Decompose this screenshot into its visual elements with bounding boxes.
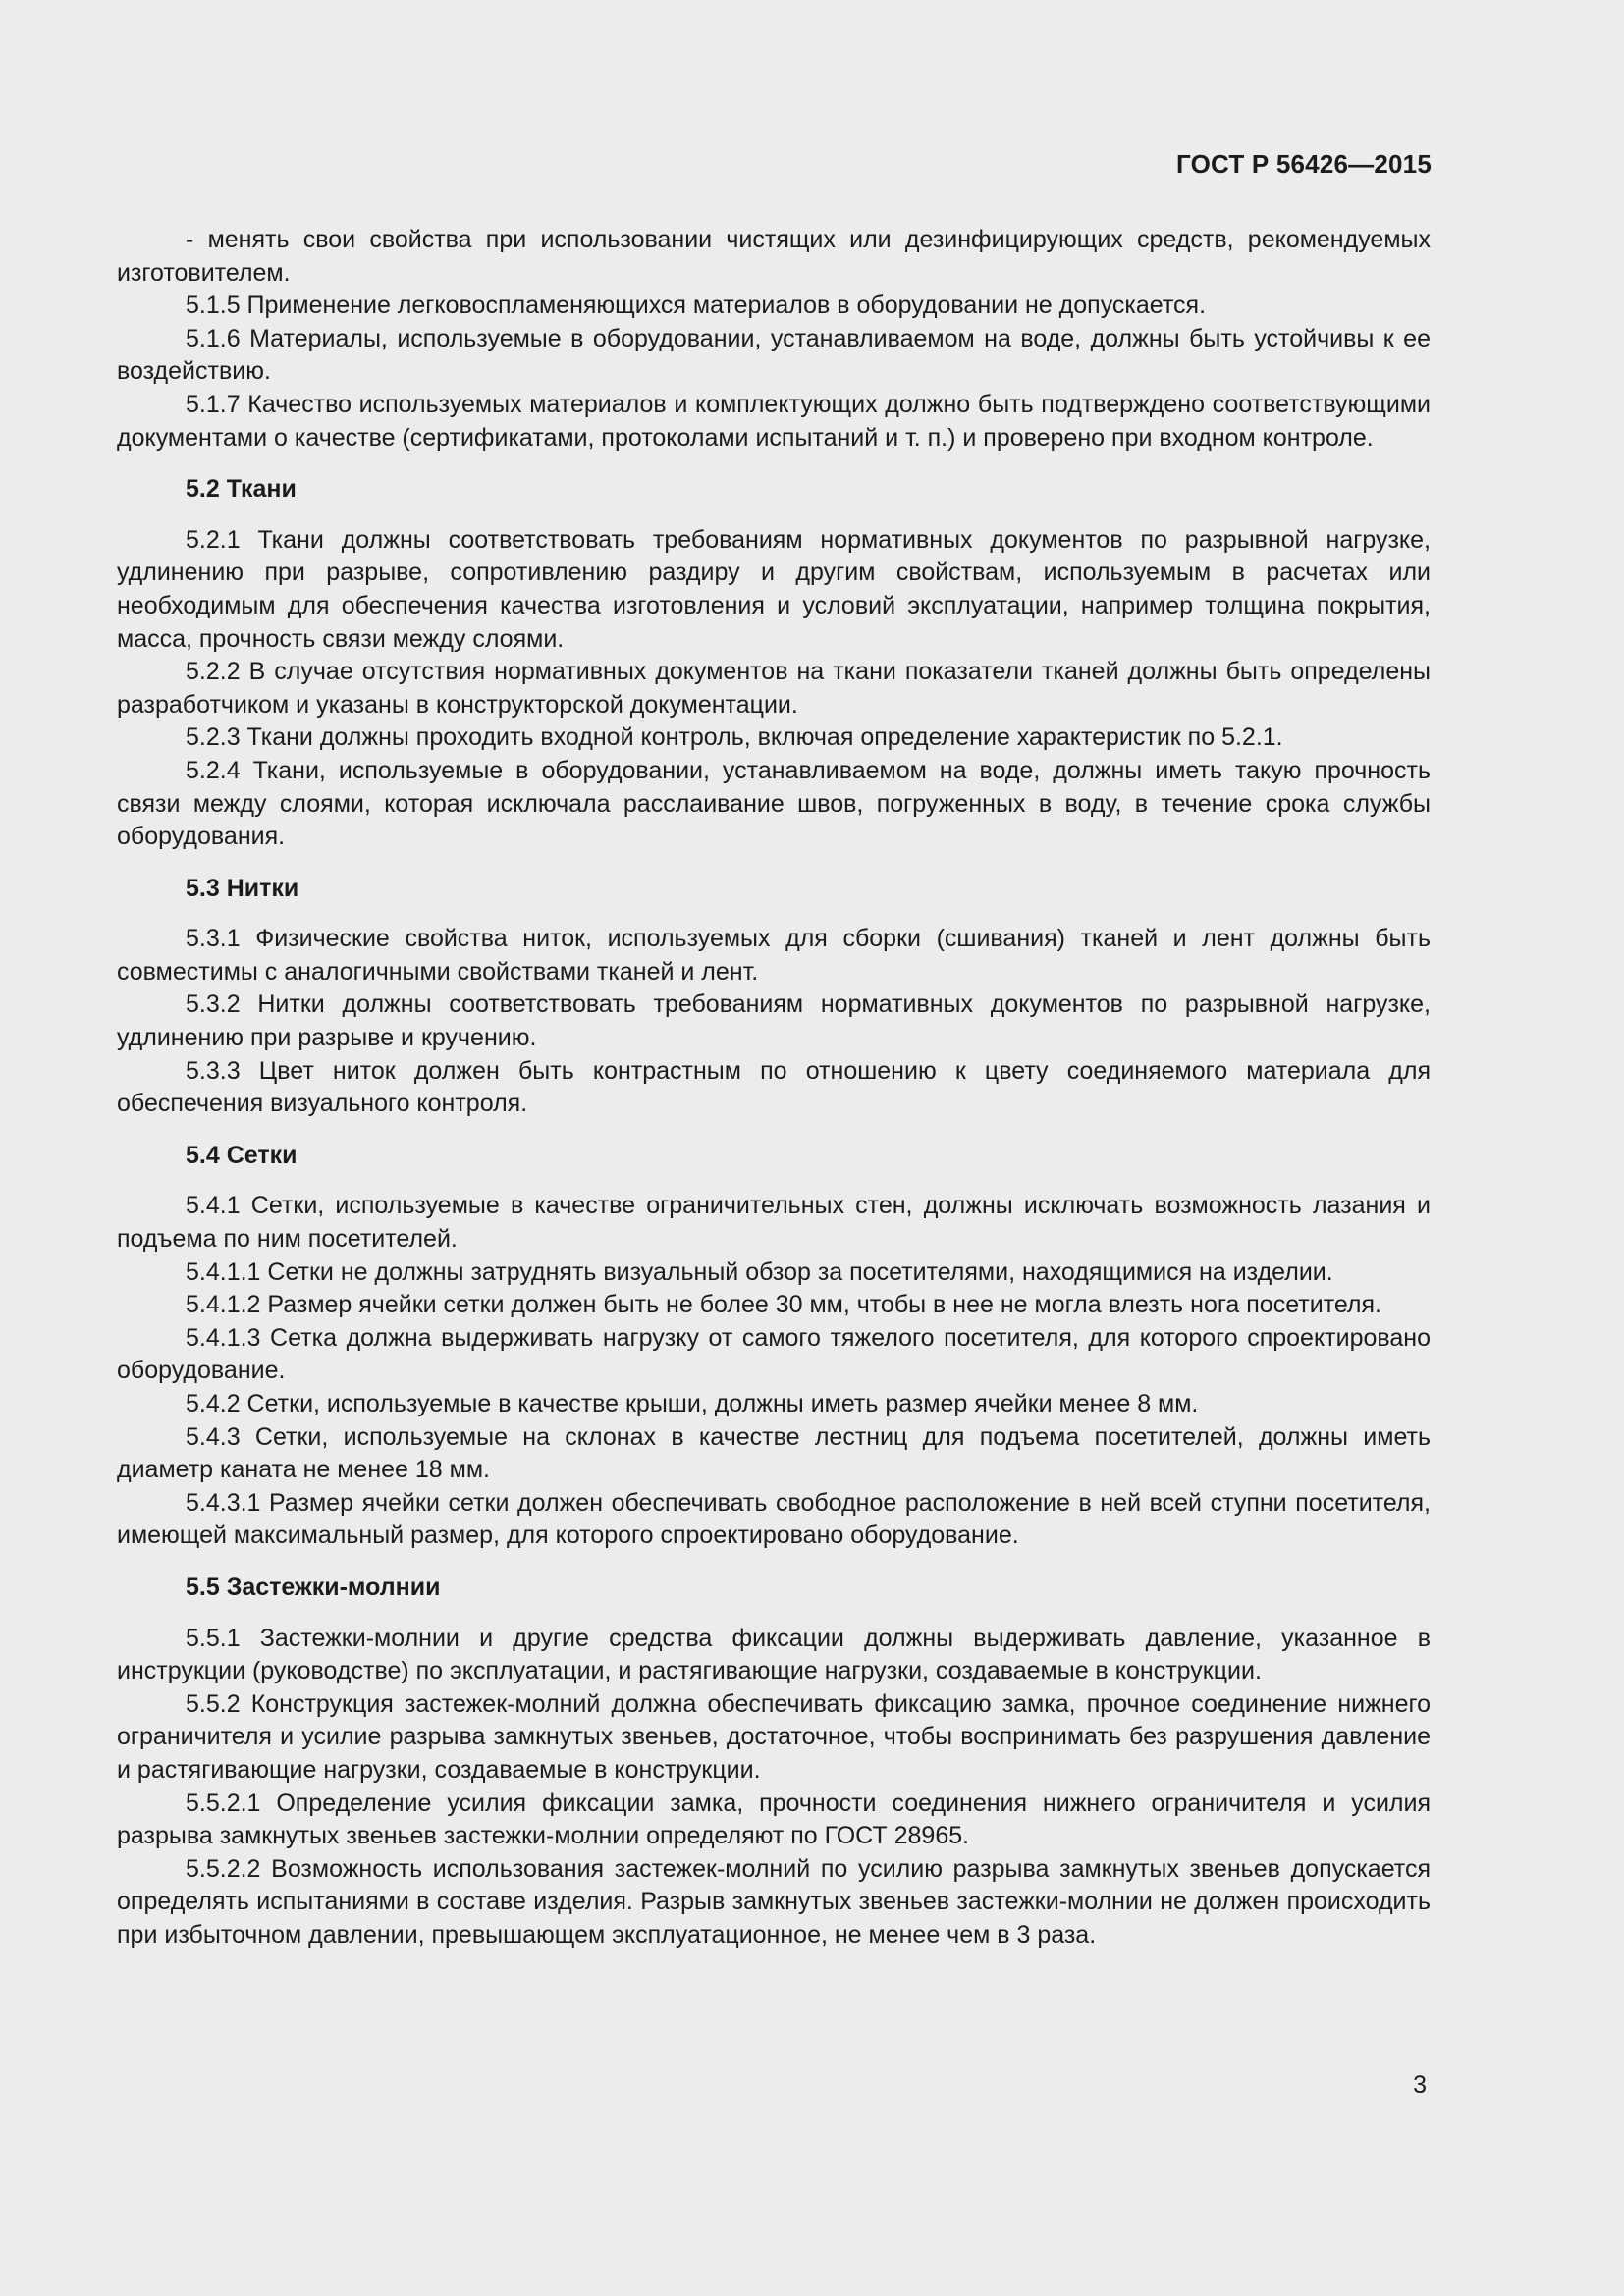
paragraph: 5.2.2 В случае отсутствия нормативных документов на ткани показатели тканей должны быть определены разработчиком и указаны в конструкторской документации. xyxy=(117,658,1431,719)
paragraph: 5.5.1 Застежки-молнии и другие средства фиксации должны выдерживать давление, указанное в инструкции (руководстве) по эксплуатации, и растягивающие нагрузки, создаваемые в конструкции. xyxy=(117,1624,1431,1685)
paragraph: 5.4.3.1 Размер ячейки сетки должен обеспечивать свободное расположение в ней всей ступни посетителя, имеющей максимальный размер, для которого спроектировано оборудование. xyxy=(117,1488,1431,1550)
paragraph: 5.3.3 Цвет ниток должен быть контрастным по отношению к цвету соединяемого материала для обеспечения визуального контроля. xyxy=(117,1056,1431,1118)
page-number: 3 xyxy=(1413,2071,1427,2099)
section-heading: 5.4 Сетки xyxy=(186,1141,298,1169)
paragraph: 5.5.2 Конструкция застежек-молний должна обеспечивать фиксацию замка, прочное соединение нижнего ограничителя и усилие разрыва замкнутых звеньев, достаточное, чтобы воспринимать без разрушения давление и растягивающие нагрузки, создаваемые в конструкции. xyxy=(117,1689,1431,1784)
paragraph: - менять свои свойства при использовании чистящих или дезинфицирующих средств, рекомендуемых изготовителем. xyxy=(117,226,1431,287)
paragraph: 5.1.5 Применение легковоспламеняющихся материалов в оборудовании не допускается. xyxy=(186,292,1207,320)
paragraph: 5.4.1.3 Сетка должна выдерживать нагрузку от самого тяжелого посетителя, для которого спроектировано оборудование. xyxy=(117,1323,1431,1385)
paragraph: 5.4.3 Сетки, используемые на склонах в качестве лестниц для подъема посетителей, должны иметь диаметр каната не менее 18 мм. xyxy=(117,1422,1431,1484)
paragraph: 5.2.1 Ткани должны соответствовать требованиям нормативных документов по разрывной нагрузке, удлинению при разрыве, сопротивлению раздиру и другим свойствам, используемым в расчетах или необходимым для обеспечения качества изготовления и условий эксплуатации, например толщина покрытия, масса, прочность связи между слоями. xyxy=(117,525,1431,653)
paragraph: 5.1.6 Материалы, используемые в оборудовании, устанавливаемом на воде, должны быть устойчивы к ее воздействию. xyxy=(117,324,1431,386)
paragraph: 5.2.3 Ткани должны проходить входной контроль, включая определение характеристик по 5.2.1. xyxy=(186,723,1283,752)
section-heading: 5.3 Нитки xyxy=(186,874,299,902)
paragraph: 5.2.4 Ткани, используемые в оборудовании, устанавливаемом на воде, должны иметь такую прочность связи между слоями, которая исключала расслаивание швов, погруженных в воду, в течение срока службы оборудования. xyxy=(117,756,1431,851)
paragraph: 5.3.2 Нитки должны соответствовать требованиям нормативных документов по разрывной нагрузке, удлинению при разрыве и кручению. xyxy=(117,990,1431,1052)
document-body xyxy=(117,224,1431,1952)
paragraph: 5.4.1.2 Размер ячейки сетки должен быть не более 30 мм, чтобы в нее не могла влезть нога посетителя. xyxy=(186,1291,1382,1319)
paragraph: 5.5.2.2 Возможность использования застежек-молний по усилию разрыва замкнутых звеньев допускается определять испытаниями в составе изделия. Разрыв замкнутых звеньев застежки-молнии не должен происходить при избыточном давлении, превышающем эксплуатационное, не менее чем в 3 раза. xyxy=(117,1854,1431,1949)
document-header: ГОСТ Р 56426—2015 xyxy=(1176,149,1432,179)
paragraph: 5.3.1 Физические свойства ниток, используемых для сборки (сшивания) тканей и лент должны быть совместимы с аналогичными свойствами тканей и лент. xyxy=(117,925,1431,986)
paragraph: 5.4.1 Сетки, используемые в качестве ограничительных стен, должны исключать возможность лазания и подъема по ним посетителей. xyxy=(117,1192,1431,1254)
paragraph: 5.5.2.1 Определение усилия фиксации замка, прочности соединения нижнего ограничителя и усилия разрыва замкнутых звеньев застежки-молнии определяют по ГОСТ 28965. xyxy=(117,1789,1431,1850)
paragraph: 5.4.2 Сетки, используемые в качестве крыши, должны иметь размер ячейки менее 8 мм. xyxy=(186,1390,1199,1417)
paragraph: 5.1.7 Качество используемых материалов и комплектующих должно быть подтверждено соответствующими документами о качестве (сертификатами, протоколами испытаний и т. п.) и проверено при входном контроле. xyxy=(117,390,1431,452)
paragraph: 5.4.1.1 Сетки не должны затруднять визуальный обзор за посетителями, находящимися на изделии. xyxy=(186,1257,1333,1286)
section-heading: 5.2 Ткани xyxy=(186,475,297,504)
section-heading: 5.5 Застежки-молнии xyxy=(186,1573,441,1601)
